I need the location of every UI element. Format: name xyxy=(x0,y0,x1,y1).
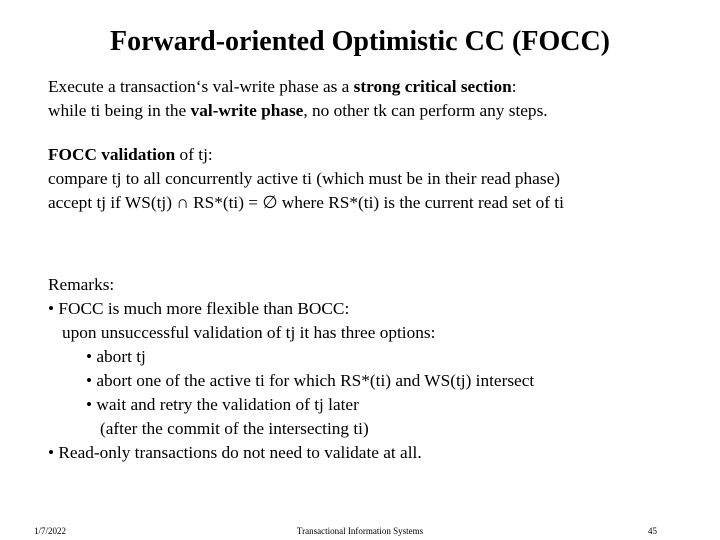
intro-text: Execute a transaction‘s val-write phase as a xyxy=(48,77,354,96)
validation-line-2: compare tj to all concurrently active ti (which must be in their read phase) xyxy=(48,169,561,188)
option-2: • abort one of the active ti for which RS*(ti) and WS(tj) intersect xyxy=(86,371,535,390)
intro-line-1 xyxy=(48,75,517,99)
intro-text: , no other tk can perform any steps. xyxy=(303,101,548,120)
validation-line-3: accept tj if WS(tj) ∩ RS*(ti) = ∅ where RS*(ti) is the current read set of ti xyxy=(48,193,564,212)
remark-bullet-1-sub: upon unsuccessful validation of tj it has three options: xyxy=(62,323,436,342)
page-number: 45 xyxy=(648,526,657,536)
footer-title: Transactional Information Systems xyxy=(296,526,424,536)
option-3-sub: (after the commit of the intersecting ti) xyxy=(100,419,369,438)
focc-validation-term: FOCC validation xyxy=(48,145,176,164)
val-write-phase-term: val-write phase xyxy=(190,101,304,120)
slide-title: Forward-oriented Optimistic CC (FOCC) xyxy=(109,26,610,57)
strong-critical-section-term: strong critical section xyxy=(353,77,512,96)
intro-line-2 xyxy=(48,99,548,123)
footer-date: 1/7/2022 xyxy=(34,526,67,536)
remarks-heading: Remarks: xyxy=(48,275,115,294)
validation-text: of tj: xyxy=(175,145,213,164)
intro-text: while ti being in the xyxy=(48,101,191,120)
intro-text: : xyxy=(511,77,517,96)
option-1: • abort tj xyxy=(86,347,146,366)
remark-bullet-1: • FOCC is much more flexible than BOCC: xyxy=(48,299,350,318)
validation-line-1 xyxy=(48,143,213,167)
remark-bullet-2: • Read-only transactions do not need to validate at all. xyxy=(48,443,422,462)
option-3: • wait and retry the validation of tj later xyxy=(86,395,359,414)
